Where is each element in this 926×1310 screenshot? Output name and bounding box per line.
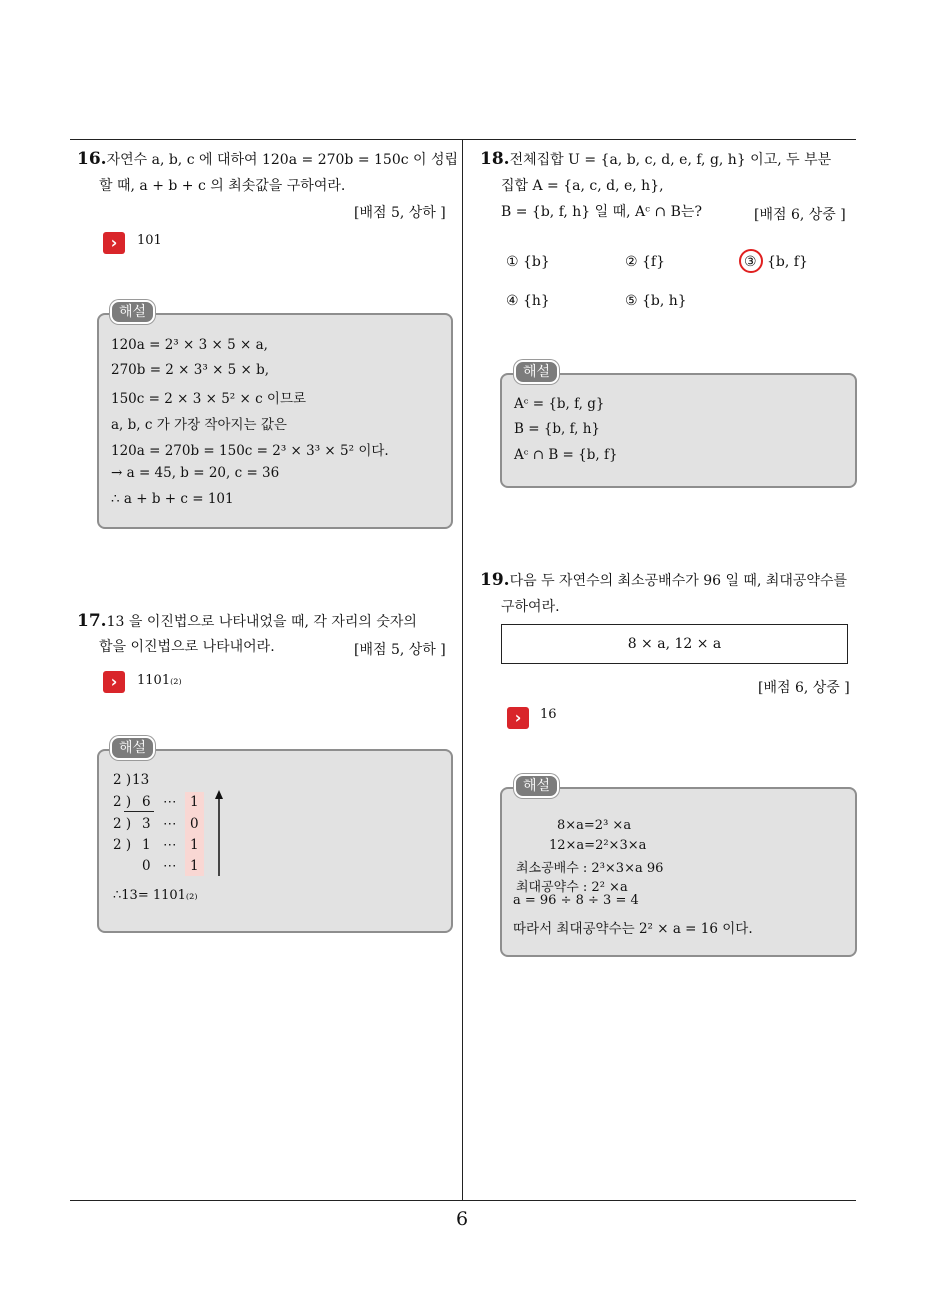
q16-sol-2: 270b = 2 × 3³ × 5 × b, (111, 362, 270, 378)
q18-sol-3: Aᶜ ∩ B = {b, f} (514, 447, 618, 463)
division-underline (124, 811, 154, 812)
q19-score: [배점 6, 상중 ] (758, 680, 850, 696)
option-3-value[interactable]: {b, f} (767, 254, 808, 270)
q18-line2: 집합 A = {a, c, d, e, h}, (501, 178, 664, 194)
q19-text-1: 다음 두 자연수의 최소공배수가 96 일 때, 최대공약수를 (509, 573, 847, 589)
q19-sol-2: 12×a=2²×3×a (549, 838, 647, 853)
div-row-quotient: 3 (142, 816, 151, 832)
option-4[interactable]: ④ {h} (506, 293, 550, 309)
q18-line3: B = {b, f, h} 일 때, Aᶜ ∩ B는? (501, 204, 702, 220)
bottom-rule (70, 1200, 856, 1201)
q16-number: 16. (77, 149, 107, 169)
q17-score: [배점 5, 상하 ] (354, 642, 446, 658)
column-divider (462, 139, 463, 1201)
q19-sol-5: a = 96 ÷ 8 ÷ 3 = 4 (513, 893, 639, 908)
option-5[interactable]: ⑤ {b, h} (625, 293, 687, 309)
q16-answer: 101 (137, 233, 162, 248)
q17-number: 17. (77, 611, 107, 631)
q19-line1 (480, 570, 847, 591)
q16-sol-3: 150c = 2 × 3 × 5² × c 이므로 (111, 391, 307, 407)
div-row-quotient: 13 (132, 772, 150, 788)
q16-solution-label: 해설 (110, 300, 155, 324)
div-row-quotient: 1 (142, 837, 151, 853)
page-number: 6 (456, 1208, 469, 1230)
q18-sol-2: B = {b, f, h} (514, 421, 601, 437)
q19-answer: 16 (540, 707, 557, 722)
div-row-dots: ⋯ (163, 858, 177, 874)
top-rule (70, 139, 856, 140)
answer-arrow-icon: › (507, 707, 529, 729)
answer-arrow-icon: › (103, 671, 125, 693)
q17-answer: 1101₍₂₎ (137, 673, 182, 688)
q19-sol-1: 8×a=2³ ×a (557, 818, 632, 833)
q16-sol-1: 120a = 2³ × 3 × 5 × a, (111, 337, 268, 353)
q16-score: [배점 5, 상하 ] (354, 205, 446, 221)
read-upward-arrow-icon (212, 790, 226, 878)
q18-number: 18. (480, 149, 510, 169)
q18-solution-label: 해설 (514, 360, 559, 384)
div-row-dots: ⋯ (163, 816, 177, 832)
q16-line1 (77, 149, 458, 170)
q18-sol-1: Aᶜ = {b, f, g} (514, 396, 605, 412)
div-row-remainder: 1 (190, 837, 199, 853)
q16-sol-7: ∴ a + b + c = 101 (111, 491, 234, 507)
q17-conclusion: ∴13= 1101₍₂₎ (113, 888, 198, 903)
div-row-dots: ⋯ (163, 837, 177, 853)
q18-line1 (480, 149, 831, 170)
q19-line2: 구하여라. (501, 599, 560, 615)
option-1[interactable]: ① {b} (506, 254, 550, 270)
q16-line2: 할 때, a + b + c 의 최솟값을 구하여라. (99, 178, 346, 194)
q17-solution-label: 해설 (110, 736, 155, 760)
q19-solution-label: 해설 (514, 774, 559, 798)
div-row-divisor: 2 ) (113, 794, 132, 810)
answer-arrow-icon: › (103, 232, 125, 254)
option-2[interactable]: ② {f} (625, 254, 665, 270)
q17-text-1: 13 을 이진법으로 나타내었을 때, 각 자리의 숫자의 (106, 614, 417, 630)
option-3-number[interactable]: ③ (744, 254, 757, 270)
q17-line2: 합을 이진법으로 나타내어라. (99, 639, 275, 655)
q17-line1 (77, 611, 417, 632)
div-row-dots: ⋯ (163, 794, 177, 810)
div-row-divisor: 2 ) (113, 837, 132, 853)
q19-sol-6: 따라서 최대공약수는 2² × a = 16 이다. (513, 921, 753, 937)
q19-sol-4: 최대공약수 : 2² ×a (516, 880, 628, 895)
q16-text-1: 자연수 a, b, c 에 대하여 120a = 270b = 150c 이 성립 (106, 152, 459, 168)
div-row-remainder: 1 (190, 858, 199, 874)
q16-sol-5: 120a = 270b = 150c = 2³ × 3³ × 5² 이다. (111, 443, 389, 459)
q19-sol-3: 최소공배수 : 2³×3×a 96 (516, 861, 664, 876)
div-row-quotient: 6 (142, 794, 151, 810)
q19-given-box: 8 × a, 12 × a (501, 624, 848, 664)
div-row-remainder: 1 (190, 794, 199, 810)
div-row-remainder: 0 (190, 816, 199, 832)
q16-sol-4: a, b, c 가 가장 작아지는 값은 (111, 417, 287, 433)
q18-score: [배점 6, 상중 ] (754, 207, 846, 223)
q18-text-1: 전체집합 U = {a, b, c, d, e, f, g, h} 이고, 두 부분 (509, 152, 832, 168)
div-row-divisor: 2 ) (113, 772, 132, 788)
q16-sol-6: → a = 45, b = 20, c = 36 (111, 465, 280, 481)
q19-number: 19. (480, 570, 510, 590)
div-row-divisor: 2 ) (113, 816, 132, 832)
div-row-quotient: 0 (142, 858, 151, 874)
